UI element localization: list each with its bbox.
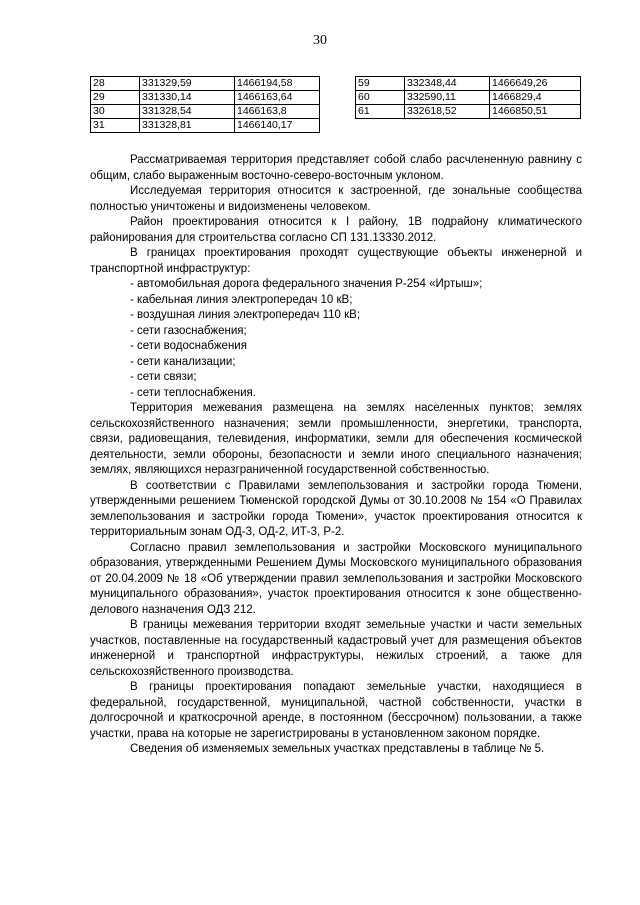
x-coordinate-cell: 331329,59 [140, 77, 235, 91]
table-row [91, 77, 320, 91]
point-number-cell: 61 [356, 105, 405, 119]
point-number-cell: 30 [91, 105, 140, 119]
paragraph-tyumen-rules: В соответствии с Правилами землепользования и застройки города Тюмени, утвержденными решением Тюменской городской Думы от 30.10.2008 № 154 «О Правилах землепользования и застройки города Тюмени», участок проектирования относится к территориальным зонам ОД-3, ОД-2, ИТ-3, Р-2. [90, 479, 582, 538]
table-row [91, 91, 320, 105]
infrastructure-list [90, 277, 582, 401]
table-row [356, 105, 581, 119]
list-item: - сети канализации; [130, 355, 236, 368]
point-number-cell: 60 [356, 91, 405, 105]
x-coordinate-cell: 332618,52 [405, 105, 490, 119]
paragraph-land-categories: Территория межевания размещена на землях населенных пунктов; землях сельскохозяйственного назначения; земли промышленности, энергетики, транспорта, связи, радиовещания, телевидения, информатики, земли для обеспечения космической деятельности, земли обороны, безопасности и земли иного специального назначения; землях, являющихся неразграниченной государственной собственностью. [90, 402, 582, 476]
y-coordinate-cell: 1466140,17 [235, 119, 320, 133]
point-number-cell: 28 [91, 77, 140, 91]
table-row [356, 91, 581, 105]
x-coordinate-cell: 332348,44 [405, 77, 490, 91]
list-item: - воздушная линия электропередач 110 кВ; [130, 309, 361, 321]
y-coordinate-cell: 1466649,26 [490, 77, 581, 91]
point-number-cell: 31 [91, 119, 140, 133]
list-item: - кабельная линия электропередач 10 кВ; [130, 293, 353, 306]
list-item: - автомобильная дорога федерального значения Р-254 «Иртыш»; [130, 278, 483, 290]
paragraph-ownership: В границы проектирования попадают земельные участки, находящиеся в федеральной, государственной, муниципальной, частной собственности, участки в долгосрочной и краткосрочной аренде, в постоянном (бессрочном) пользовании, а также участки, права на которые не зарегистрированы в установленном законом порядке. [90, 681, 582, 740]
list-item: - сети водоснабжения [130, 340, 247, 352]
paragraph-relief: Рассматриваемая территория представляет собой слабо расчлененную равнину с общим, слабо выраженным восточно-северо-восточным уклоном. [90, 154, 582, 182]
y-coordinate-cell: 1466194,58 [235, 77, 320, 91]
paragraph-table-reference: Сведения об изменяемых земельных участках представлены в таблице № 5. [130, 743, 545, 755]
list-item: - сети газоснабжения; [130, 324, 247, 337]
x-coordinate-cell: 332590,11 [405, 91, 490, 105]
table-row [356, 77, 581, 91]
list-item: - сети связи; [130, 371, 197, 383]
paragraph-infrastructure-intro: В границах проектирования проходят существующие объекты инженерной и транспортной инфраструктур: [90, 247, 582, 275]
page-number: 30 [313, 33, 327, 48]
x-coordinate-cell: 331330,14 [140, 91, 235, 105]
table-row [91, 119, 320, 133]
coordinates-table-left [90, 76, 320, 133]
paragraph-moscow-rules: Согласно правил землепользования и застройки Московского муниципального образования, утвержденными Решением Думы Московского муниципального образования от 20.04.2009 № 18 «Об утверждении правил землепользования и застройки Московского муниципального образования», участок проектирования относится к зоне общественно-делового назначения ОДЗ 212. [90, 541, 582, 616]
paragraph-climate: Район проектирования относится к I району, 1В подрайону климатического районирования для строительства согласно СП 131.13330.2012. [90, 216, 582, 244]
paragraph-territory: Исследуемая территория относится к застроенной, где зональные сообщества полностью уничтожены и видоизменены человеком. [90, 185, 582, 213]
point-number-cell: 29 [91, 91, 140, 105]
y-coordinate-cell: 1466163,8 [235, 105, 320, 119]
y-coordinate-cell: 1466850,51 [490, 105, 581, 119]
document-body [90, 153, 582, 758]
paragraph-surveying-boundaries: В границы межевания территории входят земельные участки и части земельных участков, поставленные на государственный кадастровый учет для размещения объектов инженерной и транспортной инфраструктуры, нежилых строений, а также для сельскохозяйственного производства. [90, 619, 582, 678]
list-item: - сети теплоснабжения. [130, 386, 256, 399]
table-row [91, 105, 320, 119]
x-coordinate-cell: 331328,54 [140, 105, 235, 119]
point-number-cell: 59 [356, 77, 405, 91]
y-coordinate-cell: 1466829,4 [490, 91, 581, 105]
coordinates-table-right [355, 76, 581, 119]
x-coordinate-cell: 331328,81 [140, 119, 235, 133]
y-coordinate-cell: 1466163,64 [235, 91, 320, 105]
